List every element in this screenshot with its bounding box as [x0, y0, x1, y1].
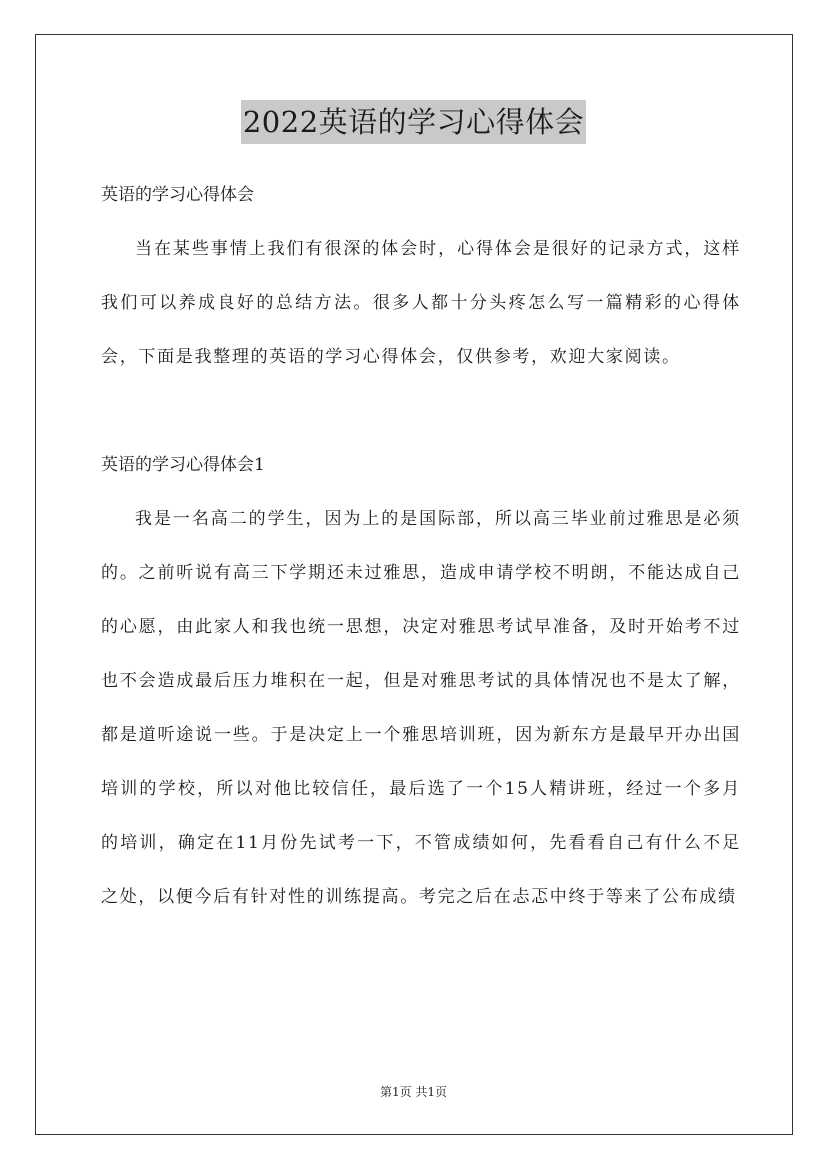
- document-body: [101, 168, 741, 924]
- document-title: 2022英语的学习心得体会: [241, 100, 586, 144]
- page-footer: 第1页 共1页: [379, 1085, 448, 1099]
- section1-paragraph: 我是一名高二的学生，因为上的是国际部，所以高三毕业前过雅思是必须的。之前听说有高三下学期还未过雅思，造成申请学校不明朗，不能达成自己的心愿，由此家人和我也统一思想，决定对雅思考试早准备，及时开始考不过也不会造成最后压力堆积在一起，但是对雅思考试的具体情况也不是太了解，都是道听途说一些。于是决定上一个雅思培训班，因为新东方是最早开办出国培训的学校，所以对他比较信任，最后选了一个15人精讲班，经过一个多月的培训，确定在11月份先试考一下，不管成绩如何，先看看自己有什么不足之处，以便今后有针对性的训练提高。考完之后在忐忑中终于等来了公布成绩: [101, 509, 741, 907]
- section-spacer: [101, 384, 741, 438]
- title-container: [0, 100, 827, 144]
- intro-paragraph: 当在某些事情上我们有很深的体会时，心得体会是很好的记录方式，这样我们可以养成良好的总结方法。很多人都十分头疼怎么写一篇精彩的心得体会，下面是我整理的英语的学习心得体会，仅供参考，欢迎大家阅读。: [101, 239, 741, 367]
- section1-heading: 英语的学习心得体会1: [101, 455, 265, 475]
- main-heading: 英语的学习心得体会: [101, 185, 254, 205]
